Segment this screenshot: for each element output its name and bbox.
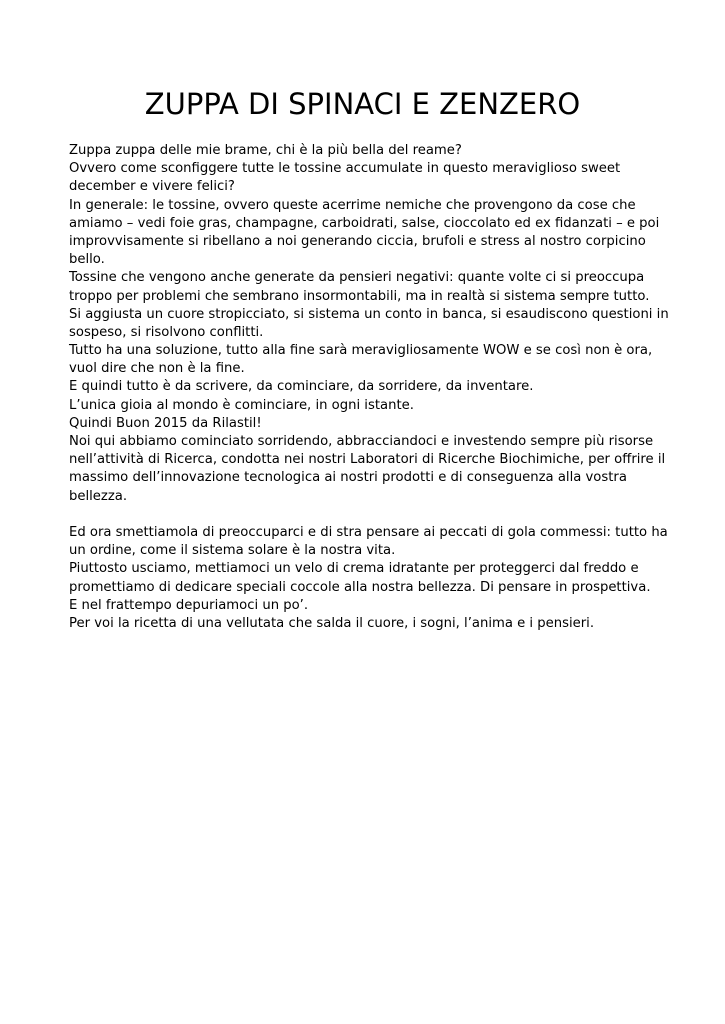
text-line: Si aggiusta un cuore stropicciato, si sistema un conto in banca, si esaudiscono questioni in (69, 306, 669, 322)
text-line: Per voi la ricetta di una vellutata che salda il cuore, i sogni, l’anima e i pensieri. (69, 615, 595, 631)
text-line: Tossine che vengono anche generate da pensieri negativi: quante volte ci si preoccupa (69, 270, 645, 286)
text-line: E nel frattempo depuriamoci un po’. (69, 597, 309, 613)
page-title: ZUPPA DI SPINACI E ZENZERO (144, 87, 581, 121)
document-body (69, 142, 669, 633)
text-line: Zuppa zuppa delle mie brame, chi è la più bella del reame? (69, 143, 462, 158)
text-line: Ed ora smettiamola di preoccuparci e di stra pensare ai peccati di gola commessi: tutto ha (69, 524, 668, 540)
text-line: Piuttosto usciamo, mettiamoci un velo di crema idratante per proteggerci dal freddo e (69, 561, 639, 577)
text-line: massimo dell’innovazione tecnologica ai nostri prodotti e di conseguenza alla vostra (69, 470, 627, 486)
paragraph-spacer (69, 506, 669, 524)
text-line: vuol dire che non è la fine. (69, 361, 245, 377)
text-line: un ordine, come il sistema solare è la nostra vita. (69, 543, 396, 559)
text-line: improvvisamente si ribellano a noi generando ciccia, brufoli e stress al nostro corpicino (69, 233, 646, 249)
text-line: promettiamo di dedicare speciali coccole alla nostra bellezza. Di pensare in prospettiva. (69, 579, 651, 595)
text-line: Noi qui abbiamo cominciato sorridendo, abbracciandoci e investendo sempre più risorse (69, 434, 654, 449)
text-line: In generale: le tossine, ovvero queste acerrime nemiche che provengono da cose che (69, 197, 636, 213)
text-line: sospeso, si risolvono conflitti. (69, 324, 264, 340)
text-line: L’unica gioia al mondo è cominciare, in ogni istante. (69, 397, 414, 413)
text-line: E quindi tutto è da scrivere, da cominciare, da sorridere, da inventare. (69, 379, 534, 395)
text-line: bello. (69, 252, 105, 268)
text-line: amiamo – vedi foie gras, champagne, carboidrati, salse, cioccolato ed ex fidanzati – e poi (69, 215, 660, 231)
text-line: nell’attività di Ricerca, condotta nei nostri Laboratori di Ricerche Biochimiche, per offrire il (69, 452, 666, 468)
text-line: Tutto ha una soluzione, tutto alla fine sarà meravigliosamente WOW e se così non è ora, (69, 343, 653, 359)
text-line: Quindi Buon 2015 da Rilastil! (69, 415, 262, 431)
text-line: bellezza. (69, 488, 128, 504)
text-line: Ovvero come sconfiggere tutte le tossine accumulate in questo meraviglioso sweet (69, 161, 621, 177)
text-line: december e vivere felici? (69, 179, 235, 195)
text-line: troppo per problemi che sembrano insormontabili, ma in realtà si sistema sempre tutto. (69, 288, 650, 304)
